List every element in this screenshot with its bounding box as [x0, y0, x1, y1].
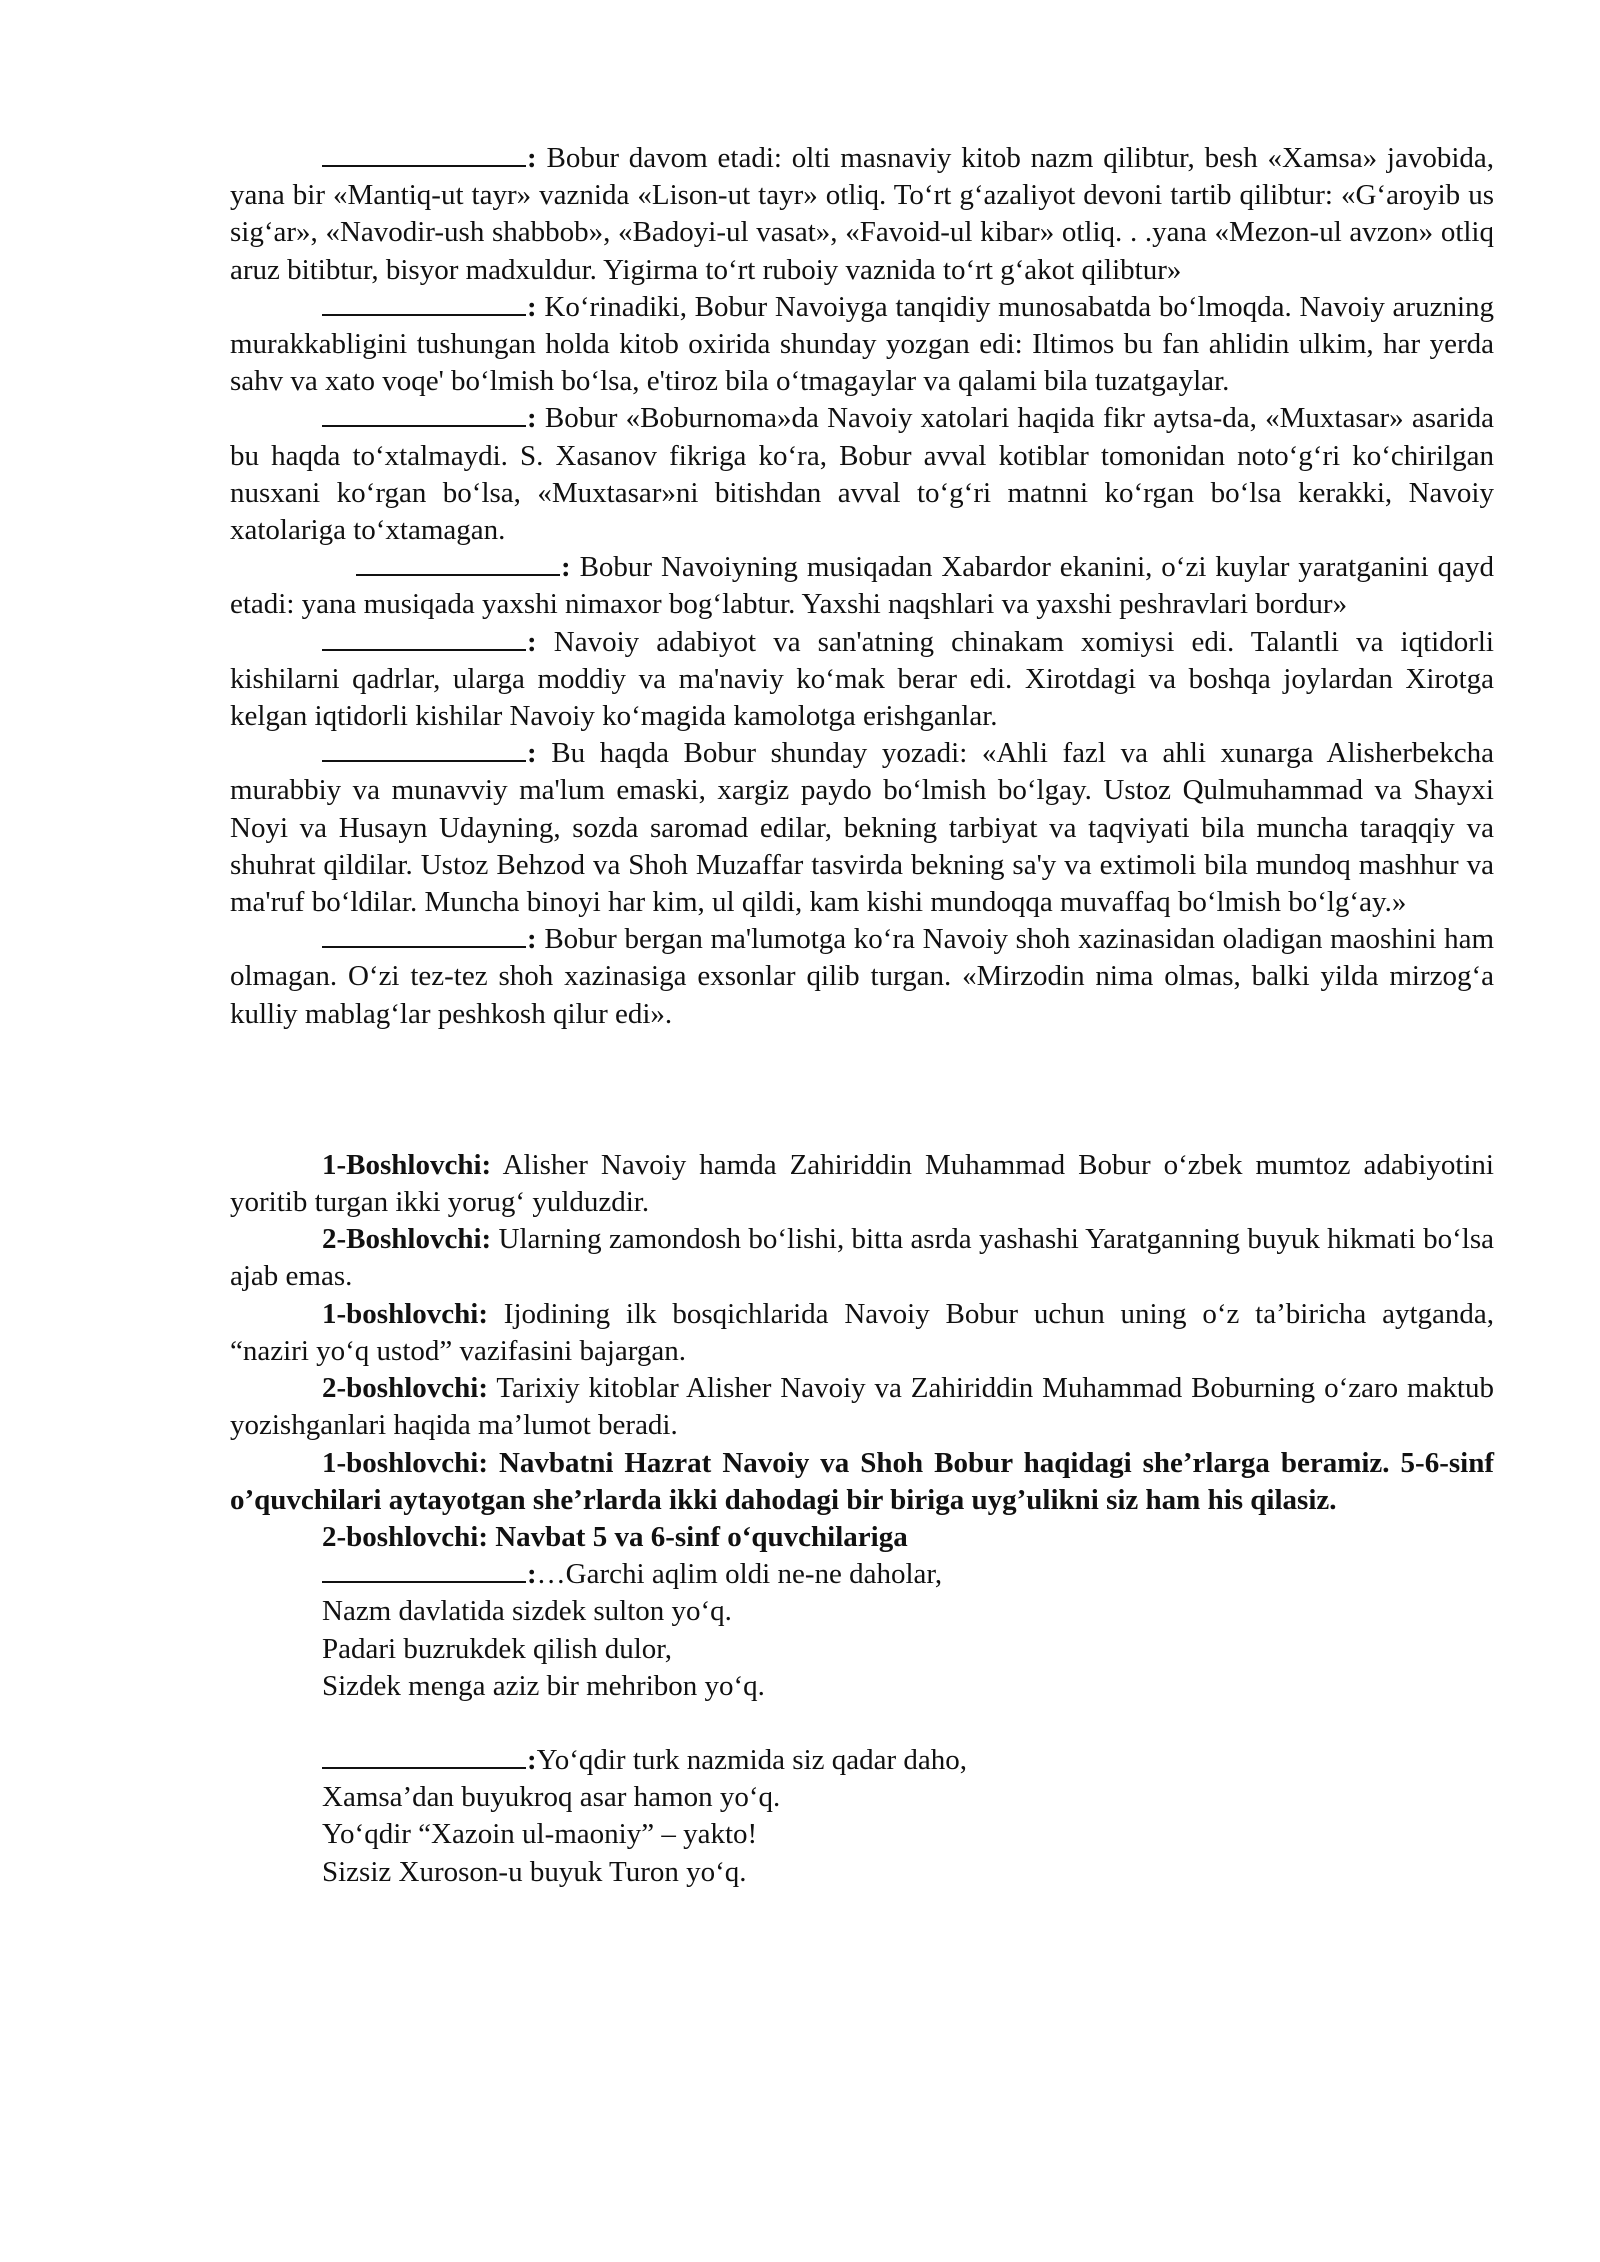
colon-mark: :: [527, 1743, 537, 1776]
speech-text: Ko‘rinadiki, Bobur Navoiyga tanqidiy munosabatda bo‘lmoqda. Navoiy aruzning murakkabligini tushungan holda kitob oxirida shunday yozgan edi: Iltimos bu fan ahlidin ulkim, har yerda sahv va xato voqe' bo‘lmish bo‘lsa, e'tiroz bila o‘tmagaylar va qalami bila tuzatgaylar.: [230, 290, 1494, 398]
speech-text: Bobur bergan ma'lumotga ko‘ra Navoiy shoh xazinasidan oladigan maoshini ham olmagan. O‘zi tez-tez shoh xazinasiga exsonlar qilib turgan. «Mirzodin nima olmas, balki yilda mirzog‘a kulliy mablag‘lar peshkosh qilur edi».: [230, 923, 1494, 1030]
colon-mark: :: [527, 1558, 537, 1591]
blank-name-line: [322, 289, 526, 316]
section-gap: [230, 1033, 1494, 1147]
blank-name-line: [322, 624, 526, 651]
poem-line: Sizdek menga aziz bir mehribon yo‘q.: [322, 1669, 765, 1702]
speech-paragraph: [230, 921, 1494, 1033]
colon-mark: :: [527, 142, 537, 174]
host-paragraph: [230, 1147, 1494, 1221]
speech-text: Navoiy adabiyot va san'atning chinakam xomiysi edi. Talantli va iqtidorli kishilarni qadrlar, ularga moddiy va ma'naviy ko‘mak berar edi. Xirotdagi va boshqa joylardan Xirotga kelgan iqtidorli kishilar Navoiy ko‘magida kamolotga erishganlar.: [230, 625, 1494, 733]
document-page: [230, 140, 1494, 1891]
blank-name-line: [322, 140, 526, 167]
poem-stanza: [230, 1742, 1494, 1891]
speech-text: Bobur «Boburnoma»da Navoiy xatolari haqida fikr aytsa-da, «Muxtasar» asarida bu haqda to‘xtalmaydi. S. Xasanov fikriga ko‘ra, Bobur avval kotiblar tomonidan noto‘g‘ri ko‘chirilgan nusxani ko‘rgan bo‘lsa, «Muxtasar»ni bitishdan avval to‘g‘ri matnni ko‘rgan bo‘lsa kerakki, Navoiy xatolariga to‘xtamagan.: [230, 402, 1494, 547]
blank-name-line: [356, 549, 560, 576]
blank-name-line: [322, 400, 526, 427]
blank-name-line: [322, 921, 526, 948]
blank-name-line: [322, 735, 526, 762]
host-text: Tarixiy kitoblar Alisher Navoiy va Zahiriddin Muhammad Boburning o‘zaro maktub yozishganlari haqida ma’lumot beradi.: [230, 1372, 1494, 1442]
host-label: 2-Boshlovchi:: [322, 1223, 492, 1256]
stanza-gap: [230, 1705, 1494, 1742]
host-paragraph: [230, 1296, 1494, 1370]
colon-mark: :: [561, 551, 571, 584]
host-text: Ijodining ilk bosqichlarida Navoiy Bobur uchun uning o‘z ta’biricha aytganda, “naziri yo‘q ustod” vazifasini bajargan.: [230, 1297, 1494, 1367]
host-label: 1-boshlovchi:: [322, 1297, 488, 1330]
speech-paragraph: [230, 140, 1494, 289]
blank-name-line: [322, 1556, 526, 1583]
poem-line: Xamsa’dan buyukroq asar hamon yo‘q.: [322, 1781, 781, 1814]
host-bold-paragraph: 1-boshlovchi: Navbatni Hazrat Navoiy va Shoh Bobur haqidagi she’rlarga beramiz. 5-6-sinf o’quvchilari aytayotgan she’rlarda ikki dahodagi bir biriga uyg’ulikni siz ham his qilasiz.: [230, 1446, 1494, 1516]
poem-line-text: …Garchi aqlim oldi ne-ne daholar,: [536, 1558, 943, 1591]
speech-paragraph: [230, 289, 1494, 401]
speech-paragraph: [230, 624, 1494, 736]
poem-line: [322, 1556, 1494, 1593]
speech-text: Bobur davom etadi: olti masnaviy kitob nazm qilibtur, besh «Xamsa» javobida, yana bir «Mantiq-ut tayr» vaznida «Lison-ut tayr» otliq. To‘rt g‘azaliyot devoni tartib qilibtur: «G‘aroyib us sig‘ar», «Navodir-ush shabbob», «Badoyi-ul vasat», «Favoid-ul kibar» otliq. . .yana «Mezon-ul avzon» otliq aruz bitibtur, bisyor madxuldur. Yigirma to‘rt ruboiy vaznida to‘rt g‘akot qilibtur»: [230, 142, 1494, 286]
speech-paragraph: [230, 735, 1494, 921]
host-label: 2-boshlovchi:: [322, 1372, 488, 1405]
poem-stanza: [230, 1556, 1494, 1705]
poem-line: Padari buzrukdek qilish dulor,: [322, 1632, 672, 1665]
poem-line: Nazm davlatida sizdek sulton yo‘q.: [322, 1595, 732, 1628]
host-paragraph: [230, 1370, 1494, 1444]
speech-text: Bobur Navoiyning musiqadan Xabardor ekanini, o‘zi kuylar yaratganini qayd etadi: yana musiqada yaxshi nimaxor bog‘labtur. Yaxshi naqshlari va yaxshi peshravlari bordur»: [230, 551, 1494, 621]
poem-line-text: Yo‘qdir turk nazmida siz qadar daho,: [536, 1743, 968, 1776]
speech-paragraph: [230, 400, 1494, 549]
colon-mark: :: [527, 923, 537, 956]
colon-mark: :: [527, 737, 537, 770]
blank-name-line: [322, 1742, 526, 1769]
colon-mark: :: [527, 402, 537, 435]
poem-line: [322, 1742, 1494, 1779]
host-text: Ularning zamondosh bo‘lishi, bitta asrda yashashi Yaratganning buyuk hikmati bo‘lsa ajab emas.: [230, 1223, 1494, 1293]
speech-paragraph: [230, 549, 1494, 623]
colon-mark: :: [527, 290, 537, 323]
poem-line: Sizsiz Xuroson-u buyuk Turon yo‘q.: [322, 1855, 747, 1888]
announcement: 2-boshlovchi: Navbat 5 va 6-sinf o‘quvchilariga: [322, 1520, 908, 1553]
host-paragraph: [230, 1221, 1494, 1295]
host-text: Alisher Navoiy hamda Zahiriddin Muhammad Bobur o‘zbek mumtoz adabiyotini yoritib turgan ikki yorug‘ yulduzdir.: [230, 1148, 1494, 1219]
speech-text: Bu haqda Bobur shunday yozadi: «Ahli fazl va ahli xunarga Alisherbekcha murabbiy va munavviy ma'lum emaski, xargiz paydo bo‘lmish bo‘lgay. Ustoz Qulmuhammad va Shayxi Noyi va Husayn Udayning, sozda saromad edilar, bekning tarbiyat va taqviyati bila muncha taraqqiy va shuhrat qildilar. Ustoz Behzod va Shoh Muzaffar tasvirda bekning sa'y va extimoli bila mundoq mashhur va ma'ruf bo‘ldilar. Muncha binoyi har kim, ul qildi, kam kishi mundoqqa muvaffaq bo‘lmish bo‘lg‘ay.»: [230, 737, 1494, 919]
poem-line: Yo‘qdir “Xazoin ul-maoniy” – yakto!: [322, 1818, 758, 1851]
colon-mark: :: [527, 625, 537, 658]
host-label: 1-Boshlovchi:: [322, 1148, 492, 1181]
